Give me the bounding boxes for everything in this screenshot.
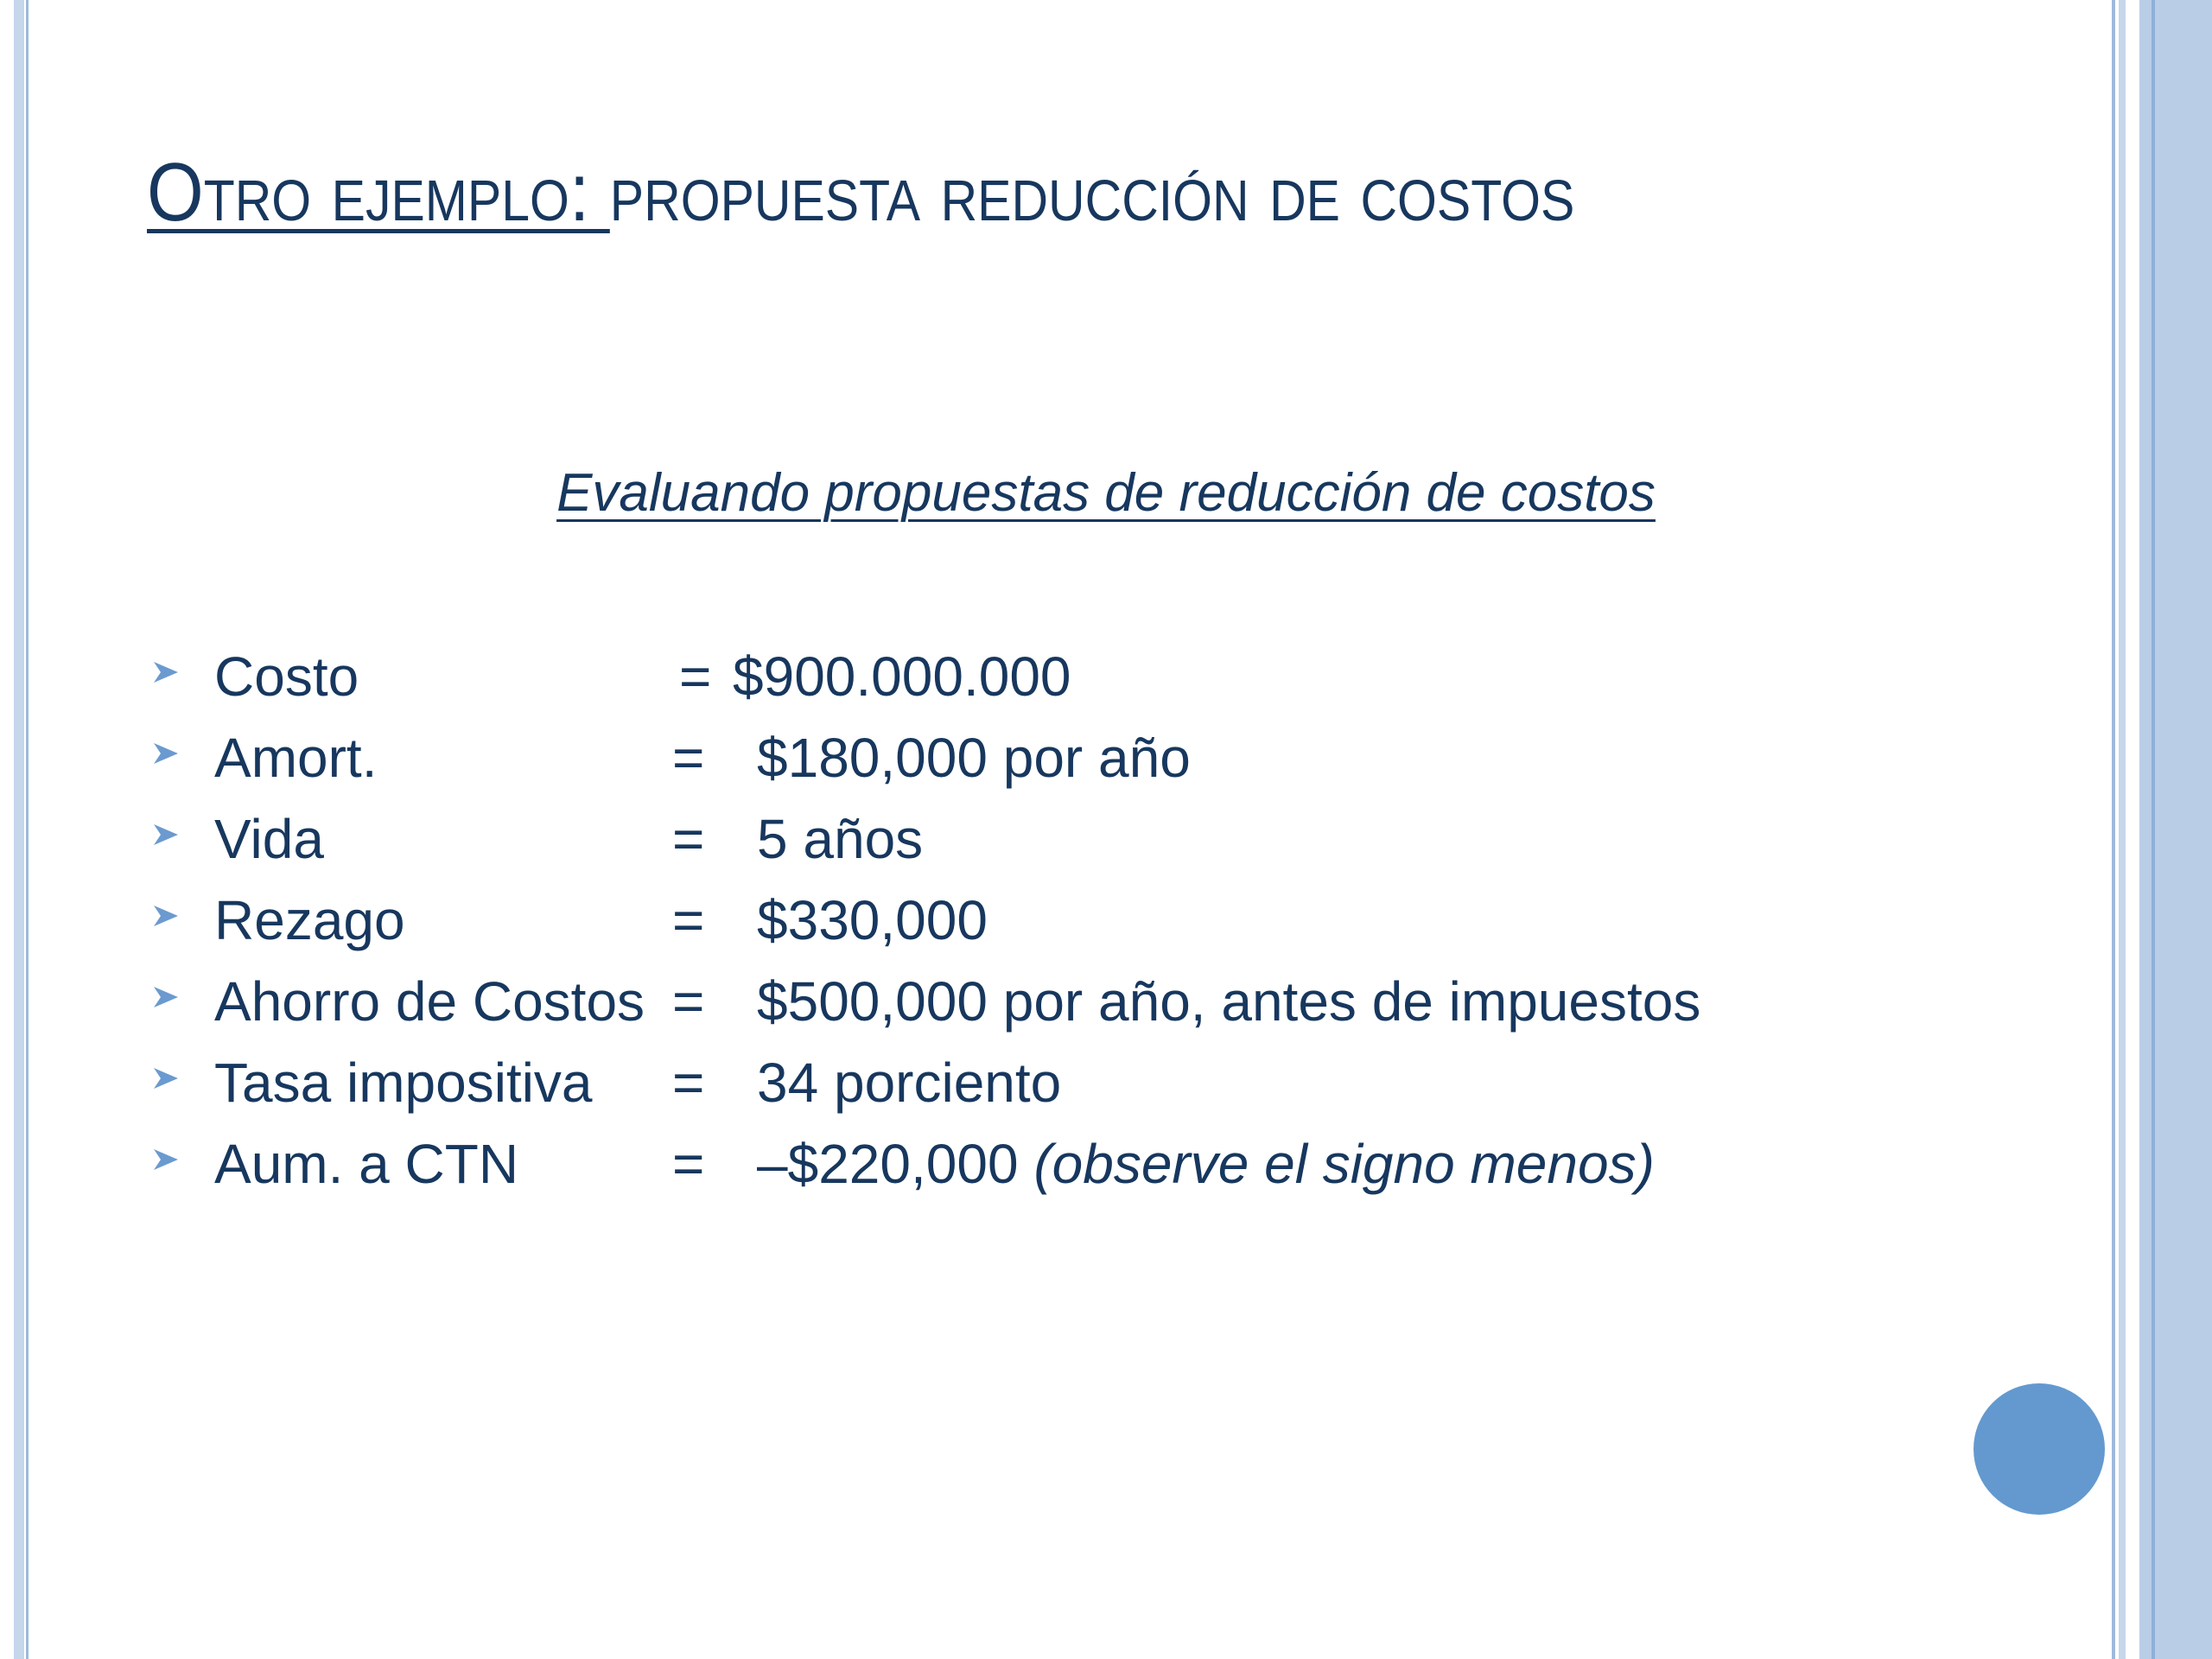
item-equals: = [672, 1133, 705, 1195]
arrow-bullet-icon [149, 1142, 183, 1177]
item-equals: = [672, 727, 705, 789]
item-equals: = [679, 645, 712, 708]
list-item-costo [0, 636, 2212, 717]
item-value: $330,000 [757, 889, 988, 951]
item-value: 5 años [757, 808, 924, 870]
arrow-bullet-icon [149, 1061, 183, 1096]
slide-title-rest: propuesta reducción de costos [609, 146, 1575, 238]
list-item-vida [0, 798, 2212, 880]
item-value: $900.000.000 [733, 645, 1071, 708]
decorative-circle [1974, 1383, 2105, 1515]
arrow-bullet-icon [149, 899, 183, 933]
item-label: Rezago [214, 889, 405, 951]
item-label: Vida [214, 808, 324, 870]
list-item-ctn [0, 1123, 2212, 1205]
list-item-rezago [0, 880, 2212, 961]
item-value: $500,000 por año, antes de impuestos [757, 970, 1701, 1033]
item-value-main: –$220,000 [757, 1133, 1034, 1195]
arrow-bullet-icon [149, 980, 183, 1014]
item-label: Ahorro de Costos [214, 970, 645, 1033]
list-item-amort [0, 717, 2212, 798]
item-label: Costo [214, 645, 359, 708]
item-equals: = [672, 1052, 705, 1114]
item-equals: = [672, 970, 705, 1033]
item-value [757, 1123, 1655, 1205]
item-value: 34 porciento [757, 1052, 1062, 1114]
item-note: (observe el signo menos) [1033, 1133, 1655, 1195]
item-equals: = [672, 808, 705, 870]
item-value: $180,000 por año [757, 727, 1191, 789]
arrow-bullet-icon [149, 817, 183, 852]
arrow-bullet-icon [149, 655, 183, 690]
item-label: Tasa impositiva [214, 1052, 593, 1114]
list-item-tasa [0, 1042, 2212, 1123]
slide-subtitle: Evaluando propuestas de reducción de costos [556, 463, 1656, 523]
slide-title-underlined: Otro ejemplo: [147, 146, 610, 238]
item-equals: = [672, 889, 705, 951]
list-item-ahorro [0, 961, 2212, 1042]
arrow-bullet-icon [149, 736, 183, 771]
item-label: Aum. a CTN [214, 1133, 519, 1195]
item-label: Amort. [214, 727, 378, 789]
